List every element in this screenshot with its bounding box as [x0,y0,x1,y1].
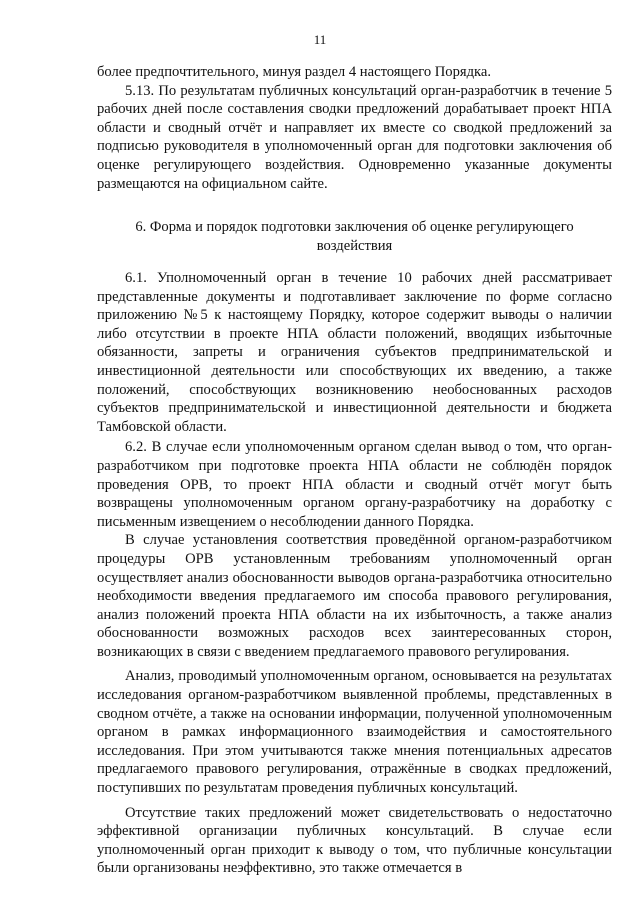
paragraph-absence: Отсутствие таких предложений может свидетельствовать о недостаточно эффективной организации публичных консультаций. В случае если уполномоченный орган приходит к выводу о том, что публичные консультации были организованы неэффективно, это также отмечается в [97,804,612,877]
section-6-heading-line2: воздействия [316,237,393,254]
paragraph-5-13: 5.13. По результатам публичных консультаций орган-разработчик в течение 5 рабочих дней после составления сводки предложений дорабатывает проект НПА области и сводный отчёт и направляет их вместе со сводкой предложений за подписью руководителя в уполномоченный орган для подготовки заключения об оценке регулирующего воздействия. Одновременно указанные документы размещаются на официальном сайте. [97,82,612,192]
paragraph-analysis: Анализ, проводимый уполномоченным органом, основывается на результатах исследования органом-разработчиком выявленной проблемы, представленных в сводном отчёте, а также на основании информации, полученной уполномоченным органом в рамках информационного взаимодействия и самостоятельного исследования. При этом учитываются также мнения потенциальных адресатов предлагаемого правового регулирования, отражённые в сводках предложений, поступивших по результатам проведения публичных консультаций. [97,668,612,797]
continuation-line: более предпочтительного, минуя раздел 4 настоящего Порядка. [97,64,492,80]
section-6-text [97,269,612,878]
section-5-text [97,63,612,193]
page-number: 11 [313,32,327,47]
paragraph-compliance: В случае установления соответствия проведённой органом-разработчиком процедуры ОРВ установленным требованиям уполномоченный орган осуществляет анализ обоснованности выводов органа-разработчика относительно необходимости введения предлагаемого им способа правового регулирования, анализ положений проекта НПА области на их избыточность, а также анализ обоснованности возможных расходов всех заинтересованных сторон, возникающих в связи с введением предлагаемого правового регулирования. [97,532,612,660]
paragraph-6-2: 6.2. В случае если уполномоченным органом сделан вывод о том, что орган-разработчиком при подготовке проекта НПА области не соблюдён порядок проведения ОРВ, то проект НПА области и сводный отчёт могут быть возвращены уполномоченным органом органу-разработчику на доработку с письменным извещением о несоблюдении данного Порядка. [97,439,612,530]
paragraph-6-1: 6.1. Уполномоченный орган в течение 10 рабочих дней рассматривает представленные документы и подготавливает заключение по форме согласно приложению №5 к настоящему Порядку, которое содержит выводы о наличии либо отсутствии в проекте НПА области положений, вводящих избыточные обязанности, запреты и ограничения субъектов предпринимательской и инвестиционной деятельности или способствующих их введению, а также положений, способствующих возникновению необоснованных расходов субъектов предпринимательской и инвестиционной деятельности и бюджета Тамбовской области. [97,270,612,435]
section-6-heading [97,218,612,255]
section-6-heading-line1: 6. Форма и порядок подготовки заключения об оценке регулирующего [135,219,574,235]
